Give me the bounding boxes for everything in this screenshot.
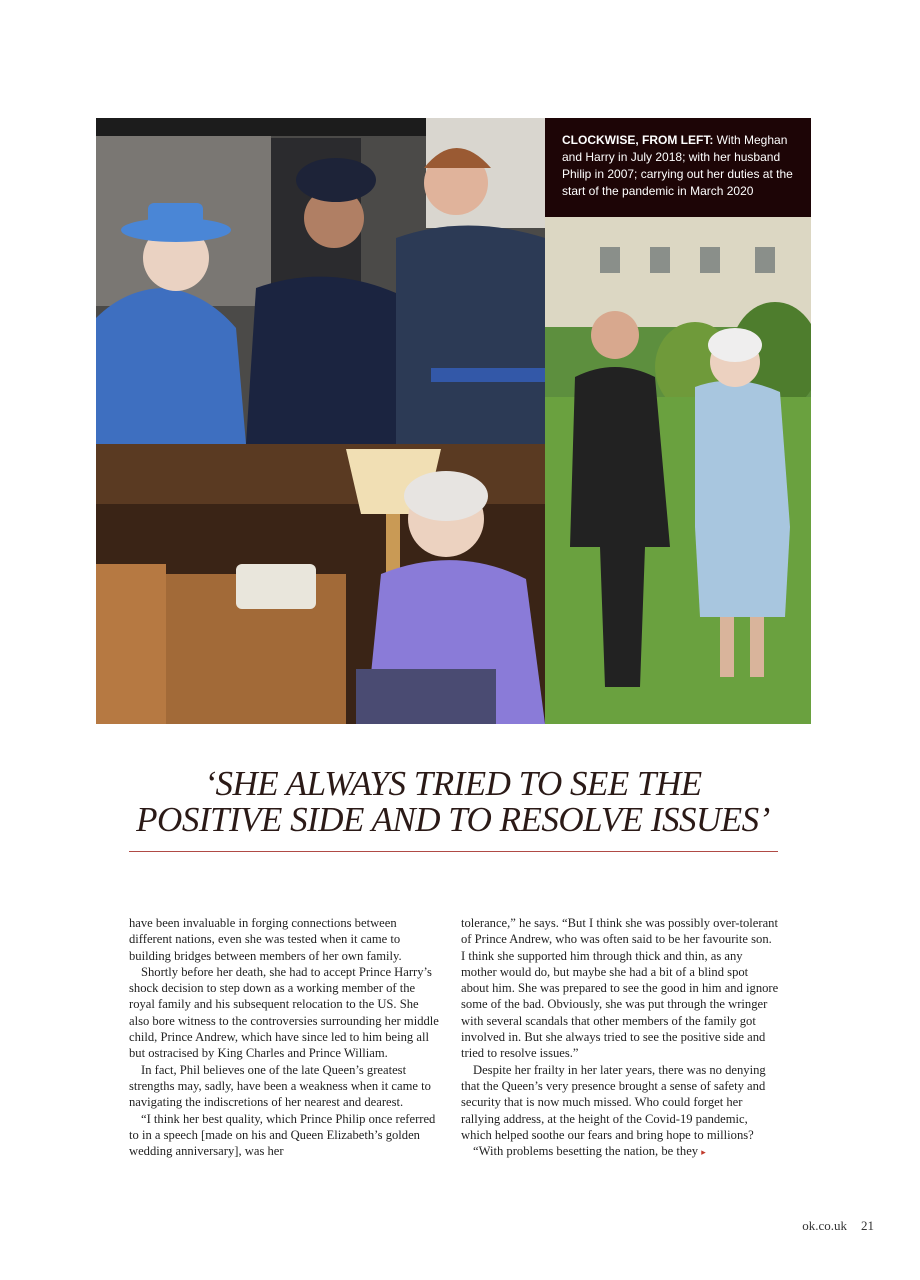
paragraph-last <box>461 1143 779 1160</box>
continue-arrow-icon: ▸ <box>701 1147 706 1158</box>
paragraph: Despite her frailty in her later years, there was no denying that the Queen’s very presence brought a sense of safety and security that is now much missed. Who could forget her rallying address, at the height of the Covid-19 pandemic, which helped soothe our fears and bring hope to millions? <box>461 1062 766 1142</box>
photo-caption <box>545 118 811 217</box>
paragraph: tolerance,” he says. “But I think she was possibly over-tolerant of Prince Andrew, who was often said to be her favourite son. I think she supported him through thick and thin, as any mother would do, but maybe she had a bit of a blind spot about him. She was prepared to see the good in him and ignore some of the bad. Obviously, she was put through the wringer with several scandals that other members of the family got involved in. But she always tried to see the positive side and tried to resolve issues.” <box>461 916 779 1061</box>
photo-queen-on-telephone <box>96 444 545 724</box>
page-footer <box>802 1218 874 1234</box>
paragraph: “I think her best quality, which Prince Philip once referred to in a speech [made on his and Queen Elizabeth’s golden wedding anniversary], was her <box>129 1111 436 1159</box>
paragraph-last-text: “With problems besetting the nation, be they <box>473 1144 699 1159</box>
photo-queen-with-philip <box>545 217 811 724</box>
article-column-right <box>461 915 779 1160</box>
page-number: 21 <box>861 1218 874 1233</box>
article-column-left <box>129 915 441 1159</box>
caption-text: With Meghan and Harry in July 2018; with her husband Philip in 2007; carrying out her duties at the start of the pandemic in March 2020 <box>562 133 793 198</box>
pull-quote: ‘SHE ALWAYS TRIED TO SEE THE POSITIVE SIDE AND TO RESOLVE ISSUES’ <box>136 764 770 839</box>
footer-site: ok.co.uk <box>802 1218 847 1233</box>
caption-lead: CLOCKWISE, FROM LEFT: <box>562 133 714 147</box>
pull-quote-divider <box>129 851 778 852</box>
paragraph: have been invaluable in forging connections between different nations, even she was tested when it came to building bridges between members of her own family. <box>129 916 402 963</box>
paragraph: Shortly before her death, she had to accept Prince Harry’s shock decision to step down as a working member of the royal family and his subsequent relocation to the US. She also bore witness to the controversies surrounding her middle child, Prince Andrew, which have since led to him being all but ostracised by King Charles and Prince William. <box>129 964 439 1061</box>
photo-queen-with-meghan-and-harry <box>96 118 545 444</box>
paragraph: In fact, Phil believes one of the late Queen’s greatest strengths may, sadly, have been a weakness when it came to navigating the indiscretions of her nearest and dearest. <box>129 1062 431 1110</box>
